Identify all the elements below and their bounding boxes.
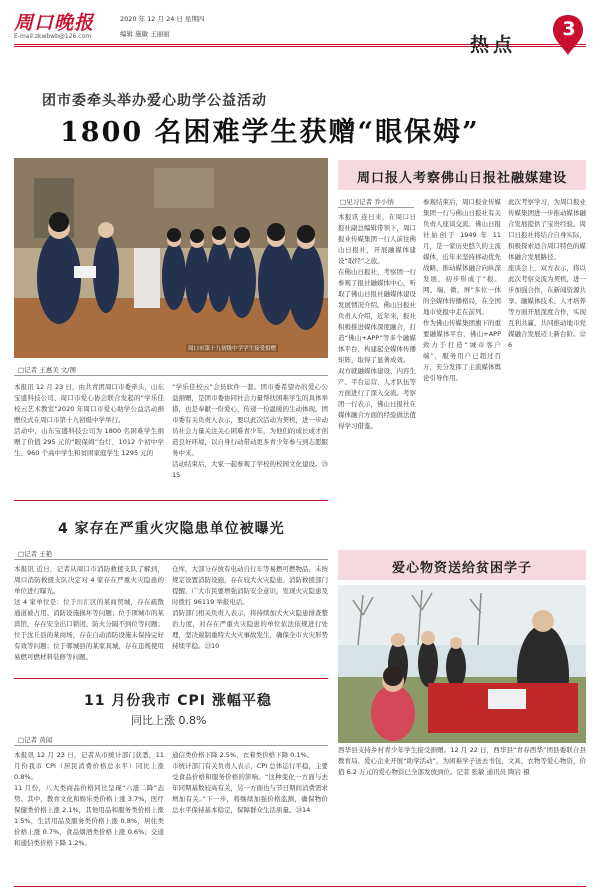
contact-email: E-mail:zkwbwb@126.com [14,33,92,40]
lead-kicker: 团市委牵头举办爱心助学公益活动 [42,93,267,109]
newspaper-logo: 周口晚报 [14,12,95,34]
love-photo [338,585,586,743]
lead-headline: 1800 名困难学生获赠“眼保姆” [60,117,480,148]
section-divider-2 [14,678,328,679]
lead-photo [14,158,328,358]
cpi-body-col2: 通信类价格下降 2.5%，衣着类价格下降 0.1%。 市统计部门有关负责人表示，CPI 总体运行平稳，主要受食品价格和服务价格的影响。“这种变化一方面与去年同期基数较高有关，另一方面也与节日期间消费需求增加有关。”下一步，将继续加强价格监测，确保物价总水平保持基本稳定，保障群众生活质量。㉔14 [172,751,328,814]
fire-headline: 4 家存在严重火灾隐患单位被曝光 [58,521,285,537]
lead-byline: □记者 王惠美 文/图 [18,366,76,374]
section-divider-1 [14,500,328,501]
students-photo-illustration [14,158,328,358]
foshan-headline: 周口报人考察佛山日报社融媒建设 [356,171,567,186]
lead-body-col2: “学乐佳校云”会员软件一套。团市委希望办的爱心公益捐赠，是团市委协同社会力量帮扶困难学生的具体举措，也是奉献一份爱心、传递一份温暖的生动体现。团市委有关负责人表示，要以此次活动为契机，进一步动员社会力量关注关心困难青少年，为他们的成长成才创造良好环境，以自身行动带动更多青少年参与到志愿服务中来。 活动结束后，大家一起参观了学校的校园文化建设。㉕15 [172,383,328,479]
page-bottom-rule [14,886,586,887]
fire-body-col1: 本报讯 近日，记者从周口市消防救援支队了解到，周口消防救援支队决定对 4 家存在严重火灾隐患的单位进行曝光。 这 4 家单位是：位于川汇区的某商贸城，存在疏散通道被占用、消防设施损坏等问题；位于项城市的某宾馆，存在安全出口锁闭、防火分隔不到位等问题；位于沈丘县的某商场，存在自动消防设施未保持完好有效等问题；位于郸城县的某家具城，存在违规使用易燃可燃材料装修等问题。 [14,565,164,661]
page-number: 3 [562,18,576,40]
foshan-body-col2: 参观结束后，周口报业传媒集团一行与佛山日报社有关负责人座谈交流。佛山日报社始创于 1949 年 11 月，是一家历史悠久的主流媒体，近年来坚持移动优先战略，推动媒体融合向纵深发展，初步形成了“报、网、端、微、屏”多位一体的全媒体传播格局，在全国地市党报中走在前列。 作为佛山传媒集团旗下的重要融媒体平台，佛山+APP 致力于打造“城市客户端”，服务用户已超过百万，充分发挥了主流媒体舆论引导作用。 [423,198,501,382]
fire-byline-rule [14,559,328,560]
foshan-byline: □见习记者 乔小纳 [340,198,394,206]
lead-byline-rule [14,375,328,376]
donation-photo-illustration [338,585,586,743]
love-photo-caption: 西华县支持乡村青少年学生接受捐赠。12 月 22 日，西华县“青春西华”团县委联合县教育局、爱心企业开展“助学活动”，为困难学子送去书包、文具、衣物等爱心物资，价值 6.2 万元的爱心物资已全部发放到位。记者 张敏 通讯员 陶岩 摄 [338,746,586,776]
foshan-body-col1: 本报讯 连日来，在周口日报社副总编辑带领下，周口报业传媒集团一行人前往佛山日报社，开展融媒体建设“取经”之旅。 在佛山日报社，考察团一行参观了报社融媒体中心，听取了佛山日报社融媒体建设发展情况介绍。佛山日报社负责人介绍，近年来，报社积极推进媒体深度融合，打造“佛山+APP”等多个融媒体平台，构建起全媒体传播矩阵，取得了显著成效。 双方就融媒体建设、内容生产、平台运营、人才队伍等方面进行了深入交流。考察团一行表示，佛山日报社在媒体融合方面的经验做法值得学习借鉴。 [338,213,416,430]
section-name: 热点 [470,34,517,56]
cpi-byline-rule [14,745,328,746]
cpi-subtitle: 同比上涨 0.8% [131,714,207,727]
issue-date: 2020 年 12 月 24 日 星期四 [120,15,205,23]
fire-byline: □记者 王艳 [18,550,53,558]
cpi-byline: □记者 黄闻 [18,736,53,744]
foshan-body-col3: 此次考察学习，为周口报业传媒集团进一步推动媒体融合发展提供了宝贵经验。周口日报社将结合自身实际，积极探索适合周口特色的媒体融合发展路径。 座谈会上，双方表示，将以此次考察交流为契机，进一步加强合作，在新闻资源共享、融媒体技术、人才培养等方面开展深度合作，实现互利共赢，共同推动地市党媒融合发展迈上新台阶。㉒6 [508,198,586,349]
foshan-byline-rule [338,207,414,208]
lead-body-col1: 本报讯 12 月 23 日，由共青团周口市委牵头，山东宝盛科技公司、周口市爱心协会联合发起的“学乐佳校云艺术教室”2020 年周口市爱心助学公益活动捐赠仪式在周口市第十九初级中学举行。 活动中，山东宝盛科技公司为 1800 名困难学生捐赠了价值 295 元的“眼保姆”台灯，1012 个初中学生、960 个高中学生和贫困家庭学生 1295 元的 [14,383,164,457]
editors-line: 编辑 施敏 王丽丽 [120,30,170,38]
cpi-headline: 11 月份我市 CPI 涨幅平稳 [84,693,272,709]
love-headline: 爱心物资送给贫困学子 [391,561,532,576]
cpi-body-col1: 本报讯 12 月 23 日，记者从市统计部门获悉，11 月份我市 CPI（居民消费价格总水平）同比上涨 0.8%。 11 月份，八大类商品价格同比呈现“六涨二降”态势。其中，教育文化和娱乐类价格上涨 3.7%，医疗保健类价格上涨 2.1%，其他用品和服务类价格上涨 1.5%，生活用品及服务类价格上涨 0.8%，居住类价格上涨 0.7%，食品烟酒类价格上涨 0.6%；交通和通信类价格下降 1.2%。 [14,751,164,847]
fire-body-col2: 仓库，大部分存放有电动自行车等易燃可燃物品，未按规定设置消防设施，存在较大火灾隐患。消防救援部门提醒，广大市民要增强消防安全意识，发现火灾隐患及时拨打 96119 举报电话。 消防部门相关负责人表示，将持续加大火灾隐患排查整治力度，对存在严重火灾隐患的单位依法依规进行处理，坚决遏制重特大火灾事故发生，确保全市火灾形势持续平稳。㉓10 [172,565,328,650]
lead-photo-caption: 周口市第十九初级中学学生接受捐赠 [188,346,277,352]
